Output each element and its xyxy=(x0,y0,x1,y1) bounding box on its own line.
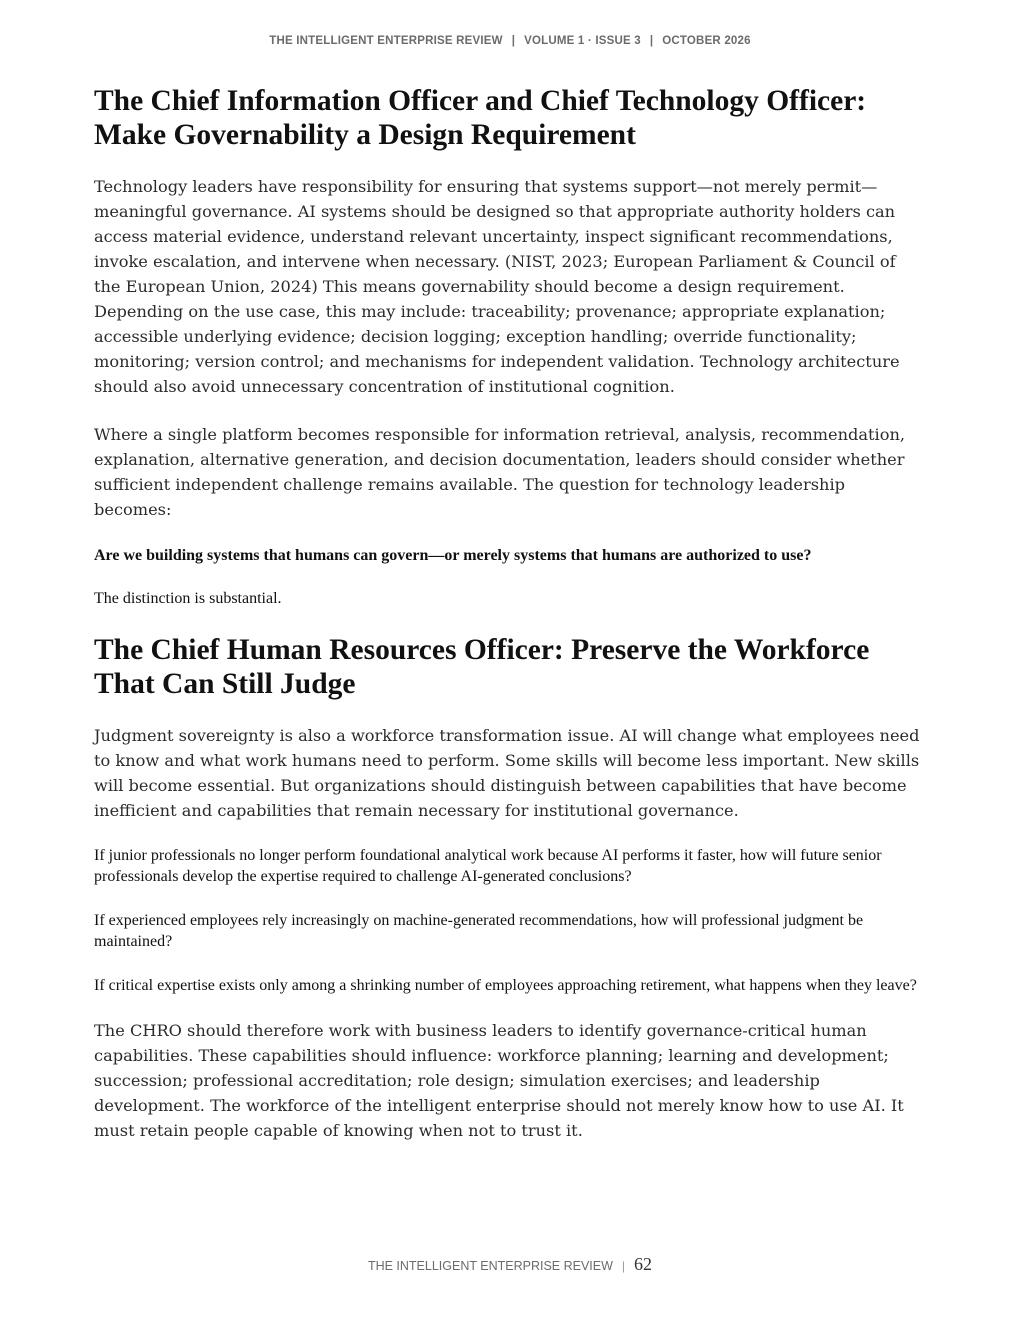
footer-separator: | xyxy=(621,1259,626,1273)
section-chro xyxy=(94,633,924,1144)
header-publication: THE INTELLIGENT ENTERPRISE REVIEW xyxy=(269,35,503,47)
paragraph: Where a single platform becomes responsible for information retrieval, analysis, recommendation, explanation, alternative generation, and decision documentation, leaders should consider whether sufficient independent challenge remains available. The question for technology leadership becomes: xyxy=(94,425,906,519)
callout-question: Are we building systems that humans can govern—or merely systems that humans are authorized to use? xyxy=(94,547,812,564)
running-header xyxy=(0,35,1020,47)
header-issue: VOLUME 1 · ISSUE 3 xyxy=(524,35,641,47)
paragraph: The distinction is substantial. xyxy=(94,590,282,607)
header-separator: | xyxy=(511,35,516,47)
header-date: OCTOBER 2026 xyxy=(662,35,751,47)
section-cio-cto xyxy=(94,84,924,610)
page-footer xyxy=(0,1254,1020,1275)
paragraph: Judgment sovereignty is also a workforce transformation issue. AI will change what employees need to know and what work humans need to perform. Some skills will become less important. New skills will become essential. But organizations should distinguish between capabilities that have become inefficient and capabilities that remain necessary for institutional governance. xyxy=(94,725,920,820)
question-item: If experienced employees rely increasingly on machine-generated recommendations, how will professional judgment be maintained? xyxy=(94,911,864,950)
page-number: 62 xyxy=(634,1254,653,1274)
question-item: If junior professionals no longer perform foundational analytical work because AI performs it faster, how will future senior professionals develop the expertise required to challenge AI-generated conclusions? xyxy=(94,846,882,885)
paragraph: The CHRO should therefore work with business leaders to identify governance-critical human capabilities. These capabilities should influence: workforce planning; learning and development; succession; professional accreditation; role design; simulation exercises; and leadership development. The workforce of the intelligent enterprise should not merely know how to use AI. It must retain people capable of knowing when not to trust it. xyxy=(94,1021,904,1140)
section-heading: The Chief Information Officer and Chief Technology Officer: Make Governability a Design Requirement xyxy=(94,85,867,151)
section-heading: The Chief Human Resources Officer: Preserve the Workforce That Can Still Judge xyxy=(94,633,870,700)
footer-publication: THE INTELLIGENT ENTERPRISE REVIEW xyxy=(367,1259,613,1273)
article-body xyxy=(94,84,924,1143)
paragraph: Technology leaders have responsibility for ensuring that systems support—not merely permit—meaningful governance. AI systems should be designed so that appropriate authority holders can access material evidence, understand relevant uncertainty, inspect significant recommendations, invoke escalation, and intervene when necessary. (NIST, 2023; European Parliament & Council of the European Union, 2024) This means governability should become a design requirement. Depending on the use case, this may include: traceability; provenance; appropriate explanation; accessible underlying evidence; decision logging; exception handling; override functionality; monitoring; version control; and mechanisms for independent validation. Technology architecture should also avoid unnecessary concentration of institutional cognition. xyxy=(94,177,900,396)
header-separator: | xyxy=(649,35,654,47)
question-item: If critical expertise exists only among a shrinking number of employees approaching retirement, what happens when they leave? xyxy=(94,976,917,994)
